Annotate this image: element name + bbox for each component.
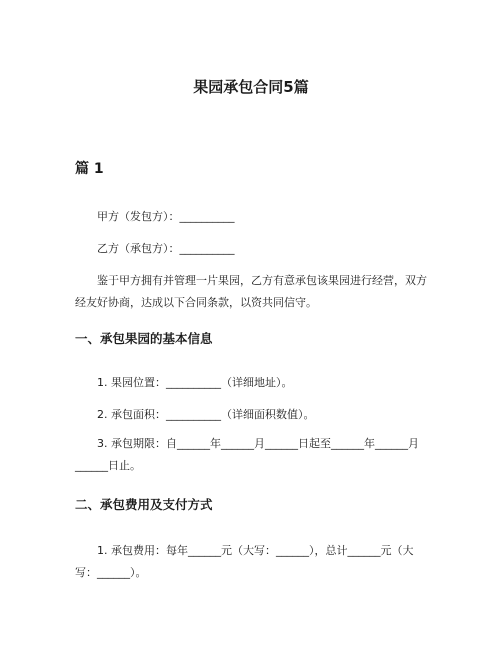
- document-title: 果园承包合同5篇: [193, 78, 309, 96]
- intro-paragraph: 鉴于甲方拥有并管理一片果园，乙方有意承包该果园进行经营，双方经友好协商，达成以下合同条款，以资共同信守。: [75, 274, 427, 309]
- heading-fees-payment: 二、承包费用及支付方式: [75, 497, 213, 512]
- item-contract-fee: 1. 承包费用：每年______元（大写：______），总计______元（大写：______）。: [75, 544, 414, 579]
- section-title: 篇 1: [75, 161, 104, 177]
- heading-basic-info: 一、承包果园的基本信息: [75, 331, 213, 346]
- item-contract-term: 3. 承包期限：自______年______月______日起至______年______月______日止。: [75, 437, 419, 472]
- item-contract-area: 2. 承包面积：__________（详细面积数值）。: [97, 408, 315, 421]
- party-a-line: 甲方（发包方）：__________: [97, 210, 235, 223]
- item-orchard-location: 1. 果园位置：__________（详细地址）。: [97, 376, 293, 389]
- party-b-line: 乙方（承包方）：__________: [97, 242, 235, 255]
